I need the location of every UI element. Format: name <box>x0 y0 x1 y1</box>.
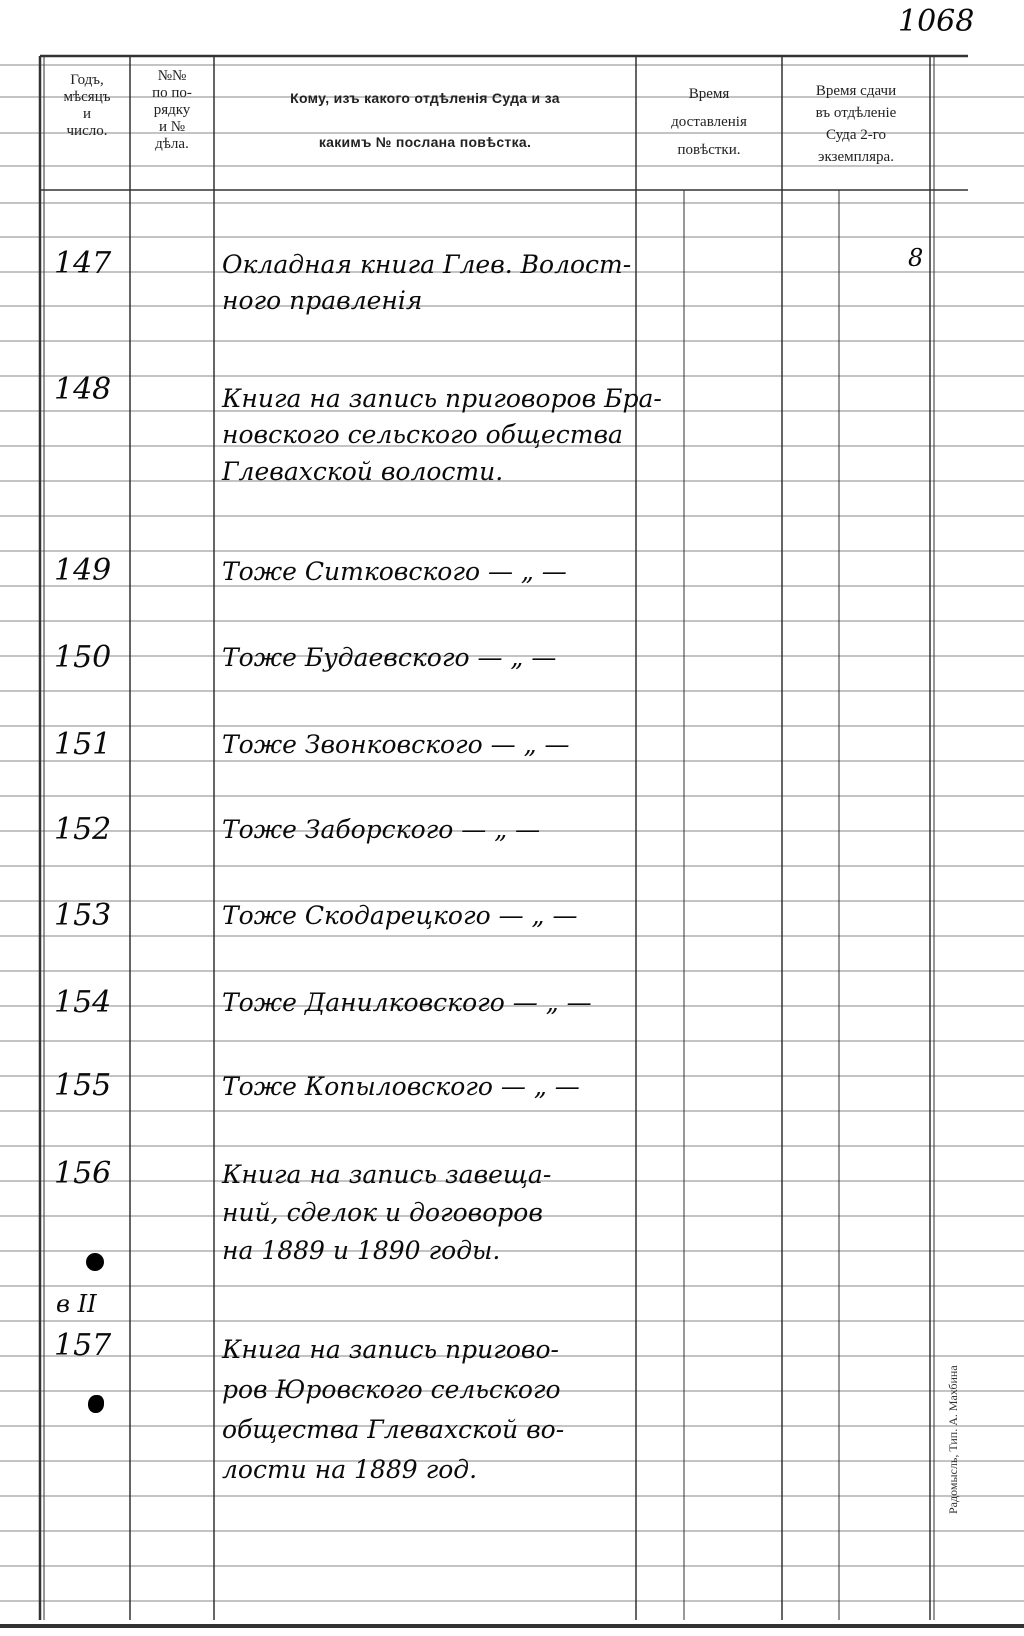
entry-line: Тоже Данилковского — „ — <box>222 988 592 1017</box>
entry-number: 150 <box>54 640 112 675</box>
entry-number: 154 <box>54 985 112 1020</box>
side-note: в II <box>56 1290 97 1318</box>
header-return-time: Время сдачи въ отдѣленіе Суда 2-го экземпляра. <box>815 83 897 165</box>
entry-line: Книга на запись завеща- <box>222 1160 552 1189</box>
entry-line: Глевахской волости. <box>222 457 504 486</box>
entry-number: 153 <box>54 898 112 933</box>
entry-line: новского сельского общества <box>222 420 623 449</box>
entry-line: общества Глевахской во- <box>222 1415 565 1444</box>
ink-blot-icon <box>86 1253 104 1271</box>
entry-number: 147 <box>54 246 112 281</box>
entry-line: Тоже Ситковского — „ — <box>222 557 567 586</box>
entry-line: ров Юровского сельского <box>222 1375 561 1404</box>
header-case-number: №№ по по- рядку и № дѣла. <box>152 68 192 152</box>
entry-number: 149 <box>54 553 112 588</box>
entry-line: ного правленія <box>222 286 423 315</box>
entry-number: 155 <box>54 1068 112 1103</box>
entry-line: на 1889 и 1890 годы. <box>222 1236 501 1265</box>
header-date: Годъ, мѣсяцъ и число. <box>63 72 111 139</box>
entry-number: 156 <box>54 1156 112 1191</box>
entry-line: Тоже Копыловского — „ — <box>222 1072 580 1101</box>
entry-number: 148 <box>54 372 112 407</box>
entry-line: ний, сделок и договоров <box>222 1198 543 1227</box>
entry-line: Тоже Заборского — „ — <box>222 815 541 844</box>
entry-line: лости на 1889 год. <box>222 1455 478 1484</box>
entry-line: Книга на запись приговоров Бра- <box>222 384 662 413</box>
ink-blot-icon <box>88 1395 104 1413</box>
entry-number: 151 <box>54 727 112 762</box>
entry-line: Тоже Будаевского — „ — <box>222 643 557 672</box>
entry-number: 152 <box>54 812 112 847</box>
entry-number: 157 <box>54 1328 112 1363</box>
header-recipient: Кому, изъ какого отдѣленія Суда и за какимъ № послана повѣстка. <box>290 90 560 150</box>
header-delivery-time: Время доставленія повѣстки. <box>671 86 747 158</box>
entry-mark: 8 <box>908 244 924 272</box>
page-number: 1068 <box>898 4 975 39</box>
entry-line: Тоже Звонковского — „ — <box>222 730 570 759</box>
entry-line: Тоже Скодарецкого — „ — <box>222 901 578 930</box>
entry-line: Книга на запись пригово- <box>222 1335 559 1364</box>
printer-imprint: Радомысль, Тип. А. Махбина <box>946 1365 960 1514</box>
entry-line: Окладная книга Глев. Волост- <box>222 250 632 279</box>
